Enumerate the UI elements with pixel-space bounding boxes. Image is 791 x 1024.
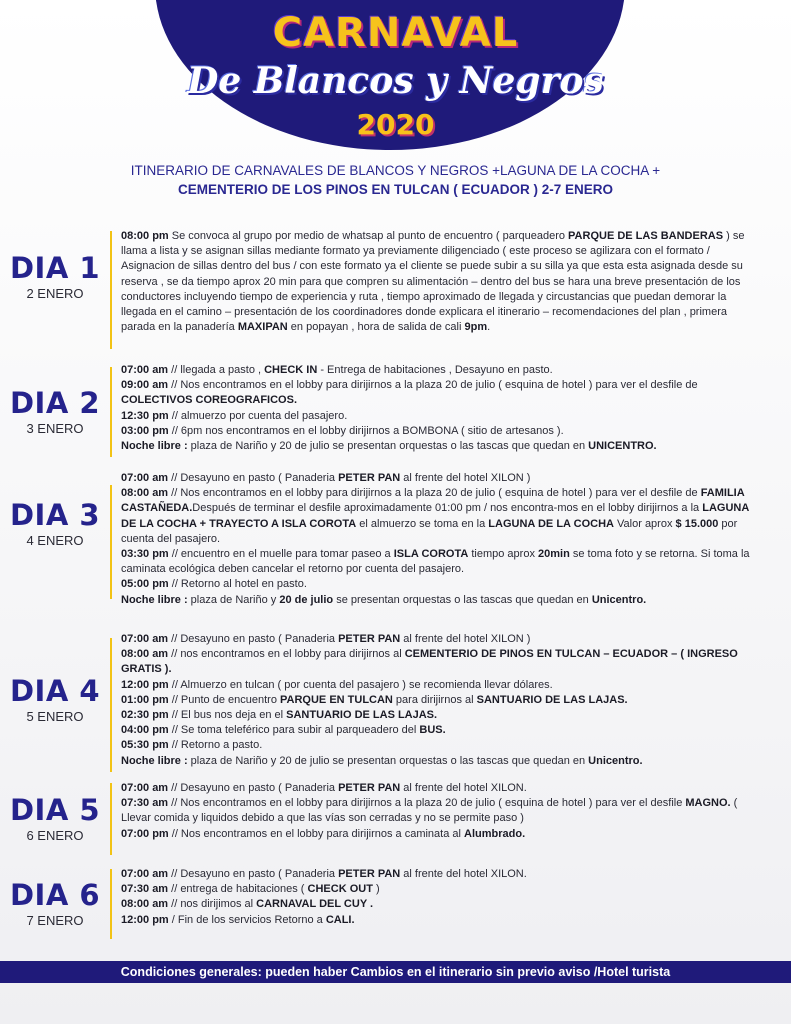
entry-highlight: 03:30 pm — [121, 548, 169, 561]
itinerary-entry — [121, 781, 753, 796]
entry-text: plaza de Nariño y 20 de julio se presentan orquestas o las tascas que quedan en — [187, 440, 589, 453]
itinerary-entry — [121, 632, 753, 647]
entry-highlight: 08:00 am — [121, 487, 169, 500]
itinerary-entry — [121, 229, 753, 335]
entry-highlight: 08:00 pm — [121, 230, 169, 242]
day-number: DIA 4 — [9, 674, 101, 708]
day-number: DIA 5 — [9, 793, 101, 827]
entry-highlight: COLECTIVOS COREOGRAFICOS. — [121, 394, 298, 407]
entry-highlight: 08:00 am — [121, 898, 169, 911]
entry-text: se toma foto y se retorna. Si toma la caminata ecológica deben cancelar el retorno por cuenta del pasajero. — [121, 548, 750, 576]
entry-text: en popayan , hora de salida de cali — [287, 321, 465, 334]
itinerary-entry — [121, 577, 753, 592]
entry-text: Se convoca al grupo por medio de whatsap al punto de encuentro ( parqueadero — [168, 230, 569, 242]
entry-highlight: PETER PAN — [338, 472, 401, 484]
page-title-line1: ITINERARIO DE CARNAVALES DE BLANCOS Y NEGROS +LAGUNA DE LA COCHA + — [130, 163, 661, 178]
entry-text: // llegada a pasto , — [168, 364, 265, 376]
entry-text: . — [487, 321, 491, 334]
itinerary-entry — [121, 754, 753, 769]
entry-highlight: 07:30 am — [121, 883, 169, 896]
day-label — [0, 878, 110, 928]
day-label — [0, 386, 110, 436]
entry-highlight: PARQUE EN TULCAN — [280, 693, 393, 706]
entry-text: // nos dirijimos al — [168, 898, 257, 911]
entry-text: ) — [372, 883, 380, 896]
entry-highlight: UNICENTRO. — [588, 440, 657, 453]
entry-highlight: 20 de julio — [279, 593, 334, 606]
day-date: 3 ENERO — [26, 421, 84, 436]
entry-highlight: LAGUNA DE LA COCHA + TRAYECTO A ISLA COROTA — [121, 502, 749, 530]
entry-highlight: Unicentro. — [588, 754, 643, 767]
day-divider — [110, 869, 112, 939]
entry-highlight: CARNAVAL DEL CUY . — [256, 898, 374, 911]
day-date: 6 ENERO — [26, 828, 84, 843]
itinerary-entry — [121, 424, 753, 439]
entry-highlight: BUS. — [419, 724, 446, 737]
day-date: 7 ENERO — [26, 913, 84, 928]
page-title-line2: CEMENTERIO DE LOS PINOS EN TULCAN ( ECUADOR ) 2-7 ENERO — [177, 182, 614, 197]
entry-highlight: 07:00 pm — [121, 827, 169, 840]
entry-highlight: Noche libre : — [121, 440, 188, 453]
day-divider — [110, 638, 112, 772]
entry-highlight: $ 15.000 — [675, 517, 719, 530]
entry-highlight: 20min — [538, 548, 570, 561]
entry-text: Valor aprox — [613, 517, 676, 530]
entry-highlight: FAMILIA CASTAÑEDA. — [121, 487, 745, 515]
entry-highlight: 01:00 pm — [121, 693, 169, 706]
entry-highlight: 12:30 pm — [121, 409, 169, 422]
itinerary-entry — [121, 678, 753, 693]
entry-text: // Desayuno en pasto ( Panaderia — [168, 782, 339, 794]
itinerary-entry — [121, 593, 753, 608]
entry-text: // encuentro en el muelle para tomar paseo a — [168, 548, 394, 561]
entry-highlight: Noche libre : — [121, 754, 188, 767]
entry-highlight: 07:00 am — [121, 633, 169, 645]
day-entries — [121, 363, 753, 454]
entry-text: // 6pm nos encontramos en el lobby dirijirnos a BOMBONA ( sitio de artesanos ). — [168, 424, 564, 437]
entry-highlight: 05:30 pm — [121, 739, 169, 752]
day-entries — [121, 867, 753, 928]
entry-highlight: 12:00 pm — [121, 678, 169, 691]
entry-highlight: SANTUARIO DE LAS LAJAS. — [286, 709, 438, 722]
entry-highlight: ISLA COROTA — [393, 548, 469, 561]
entry-text: // nos encontramos en el lobby para dirijirnos al — [168, 648, 405, 661]
entry-text: // Retorno a pasto. — [168, 739, 263, 752]
day-entries — [121, 229, 753, 335]
day-divider — [110, 231, 112, 349]
entry-highlight: Noche libre : — [121, 593, 188, 606]
logo-title: CARNAVAL — [272, 10, 519, 56]
day-number: DIA 1 — [9, 251, 101, 285]
itinerary-entry — [121, 378, 753, 408]
day-label — [0, 793, 110, 843]
entry-highlight: SANTUARIO DE LAS LAJAS. — [476, 693, 628, 706]
entry-highlight: 05:00 pm — [121, 578, 169, 591]
entry-text: para dirijirnos al — [392, 693, 477, 706]
entry-highlight: CHECK IN — [264, 364, 318, 376]
entry-highlight: 07:00 am — [121, 364, 169, 376]
entry-highlight: 07:00 am — [121, 868, 169, 880]
entry-text: tiempo aprox — [468, 548, 538, 561]
logo-year: 2020 — [356, 108, 435, 141]
itinerary-entry — [121, 409, 753, 424]
entry-highlight: CALI. — [325, 913, 355, 926]
entry-highlight: 07:00 am — [121, 472, 169, 484]
entry-text: al frente del hotel XILON. — [400, 782, 527, 794]
itinerary-entry — [121, 439, 753, 454]
entry-text: // El bus nos deja en el — [168, 709, 287, 722]
entry-text: // Desayuno en pasto ( Panaderia — [168, 868, 339, 880]
entry-text: // Nos encontramos en el lobby para dirijirnos a la plaza 20 de julio ( esquina de hotel ) para ver el desfile de — [168, 379, 698, 392]
entry-text: // Desayuno en pasto ( Panaderia — [168, 472, 339, 484]
entry-highlight: PETER PAN — [338, 782, 401, 794]
entry-highlight: MAGNO. — [685, 797, 731, 810]
entry-text: ) se llama a lista y se asignan sillas mediante formato ya previamente diligenciado ( este proceso se agilizara con el formato / Asignacion de sillas dentro del bus / con este formato ya el cliente se puede subir a su silla ya que esta esta asignada desde su reserva , se da tiempo aprox 20 min para que compren su alimentación – dentro del bus se hara una breve presentación de los conductores incluyendo tiempo de experiencia y ruta , tiempo aproximado de llegada y circustancias que puedan demorar la llegada en el camino – presentación de los coordinadores donde explicara el itinerario – recomendaciones del plan , primera parada en la panadería — [121, 230, 745, 334]
itinerary-entry — [121, 897, 753, 912]
entry-highlight: MAXIPAN — [237, 321, 288, 334]
entry-highlight: 07:30 am — [121, 797, 169, 810]
itinerary-entry — [121, 827, 753, 842]
entry-text: al frente del hotel XILON ) — [400, 472, 531, 484]
entry-text: plaza de Nariño y 20 de julio se presentan orquestas o las tascas que quedan en — [187, 754, 589, 767]
entry-highlight: CHECK OUT — [307, 883, 373, 896]
entry-text: por cuenta del pasajero. — [121, 517, 738, 545]
itinerary-entry — [121, 708, 753, 723]
entry-highlight: 08:00 am — [121, 648, 169, 661]
itinerary-entry — [121, 486, 753, 547]
entry-highlight: 12:00 pm — [121, 913, 169, 926]
entry-text: // Nos encontramos en el lobby para dirijirnos a la plaza 20 de julio ( esquina de hotel ) para ver el desfile — [168, 797, 686, 810]
day-entries — [121, 781, 753, 842]
day-number: DIA 2 — [9, 386, 101, 420]
entry-text: Después de terminar el desfile aproximadamente 01:00 pm / nos encontra-mos en el lobby dirijirnos a la — [192, 502, 703, 515]
entry-highlight: 09:00 am — [121, 379, 169, 392]
entry-highlight: 04:00 pm — [121, 724, 169, 737]
day-number: DIA 3 — [9, 498, 101, 532]
itinerary-entry — [121, 647, 753, 677]
entry-text: // Desayuno en pasto ( Panaderia — [168, 633, 339, 645]
entry-text: // Almuerzo en tulcan ( por cuenta del pasajero ) se recomienda llevar dólares. — [168, 678, 553, 691]
entry-highlight: PETER PAN — [338, 868, 401, 880]
day-date: 4 ENERO — [26, 533, 84, 548]
entry-text: al frente del hotel XILON. — [400, 868, 527, 880]
entry-highlight: PARQUE DE LAS BANDERAS — [568, 230, 724, 242]
day-label — [0, 498, 110, 548]
entry-text: // Retorno al hotel en pasto. — [168, 578, 307, 591]
entry-highlight: Unicentro. — [591, 593, 647, 606]
footer-conditions: Condiciones generales: pueden haber Cambios en el itinerario sin previo aviso /Hotel turista — [0, 961, 791, 983]
entry-highlight: CEMENTERIO DE PINOS EN TULCAN – ECUADOR – ( INGRESO GRATIS ). — [121, 648, 738, 676]
entry-text: se presentan orquestas o las tascas que quedan en — [333, 593, 592, 606]
entry-highlight: 9pm — [464, 321, 488, 334]
entry-text: - Entrega de habitaciones , Desayuno en pasto. — [317, 364, 553, 376]
entry-text: al frente del hotel XILON ) — [400, 633, 531, 645]
entry-text: // Punto de encuentro — [168, 693, 281, 706]
itinerary-entry — [121, 738, 753, 753]
day-number: DIA 6 — [9, 878, 101, 912]
entry-highlight: 02:30 pm — [121, 709, 169, 722]
entry-text: // entrega de habitaciones ( — [168, 883, 308, 896]
entry-highlight: PETER PAN — [338, 633, 401, 645]
day-date: 5 ENERO — [26, 709, 84, 724]
day-label — [0, 251, 110, 301]
entry-highlight: Alumbrado. — [464, 827, 526, 840]
entry-text: / Fin de los servicios Retorno a — [168, 913, 326, 926]
itinerary-entry — [121, 882, 753, 897]
itinerary-entry — [121, 547, 753, 577]
entry-text: ( Llevar comida y liquidos debido a que las vías son cerradas y no se permite paso ) — [121, 797, 738, 825]
itinerary-entry — [121, 867, 753, 882]
entry-text: plaza de Nariño y — [187, 593, 280, 606]
entry-highlight: 07:00 am — [121, 782, 169, 794]
itinerary-entry — [121, 913, 753, 928]
entry-highlight: LAGUNA DE LA COCHA — [488, 517, 614, 530]
day-label — [0, 674, 110, 724]
day-divider — [110, 485, 112, 599]
day-date: 2 ENERO — [26, 286, 84, 301]
day-entries — [121, 632, 753, 769]
itinerary-entry — [121, 723, 753, 738]
entry-text: // Se toma teleférico para subir al parqueadero del — [168, 724, 420, 737]
entry-text: // almuerzo por cuenta del pasajero. — [168, 409, 348, 422]
itinerary-entry — [121, 693, 753, 708]
day-divider — [110, 367, 112, 457]
day-divider — [110, 783, 112, 855]
itinerary-entry — [121, 796, 753, 826]
logo-subtitle: De Blancos y Negros — [187, 60, 604, 102]
day-entries — [121, 471, 753, 608]
itinerary-entry — [121, 471, 753, 486]
entry-text: // Nos encontramos en el lobby para dirijirnos a la plaza 20 de julio ( esquina de hotel ) para ver el desfile de — [168, 487, 701, 500]
entry-text: // Nos encontramos en el lobby para dirijirnos a caminata al — [168, 827, 465, 840]
itinerary-entry — [121, 363, 753, 378]
entry-highlight: 03:00 pm — [121, 424, 169, 437]
entry-text: el almuerzo se toma en la — [356, 517, 489, 530]
